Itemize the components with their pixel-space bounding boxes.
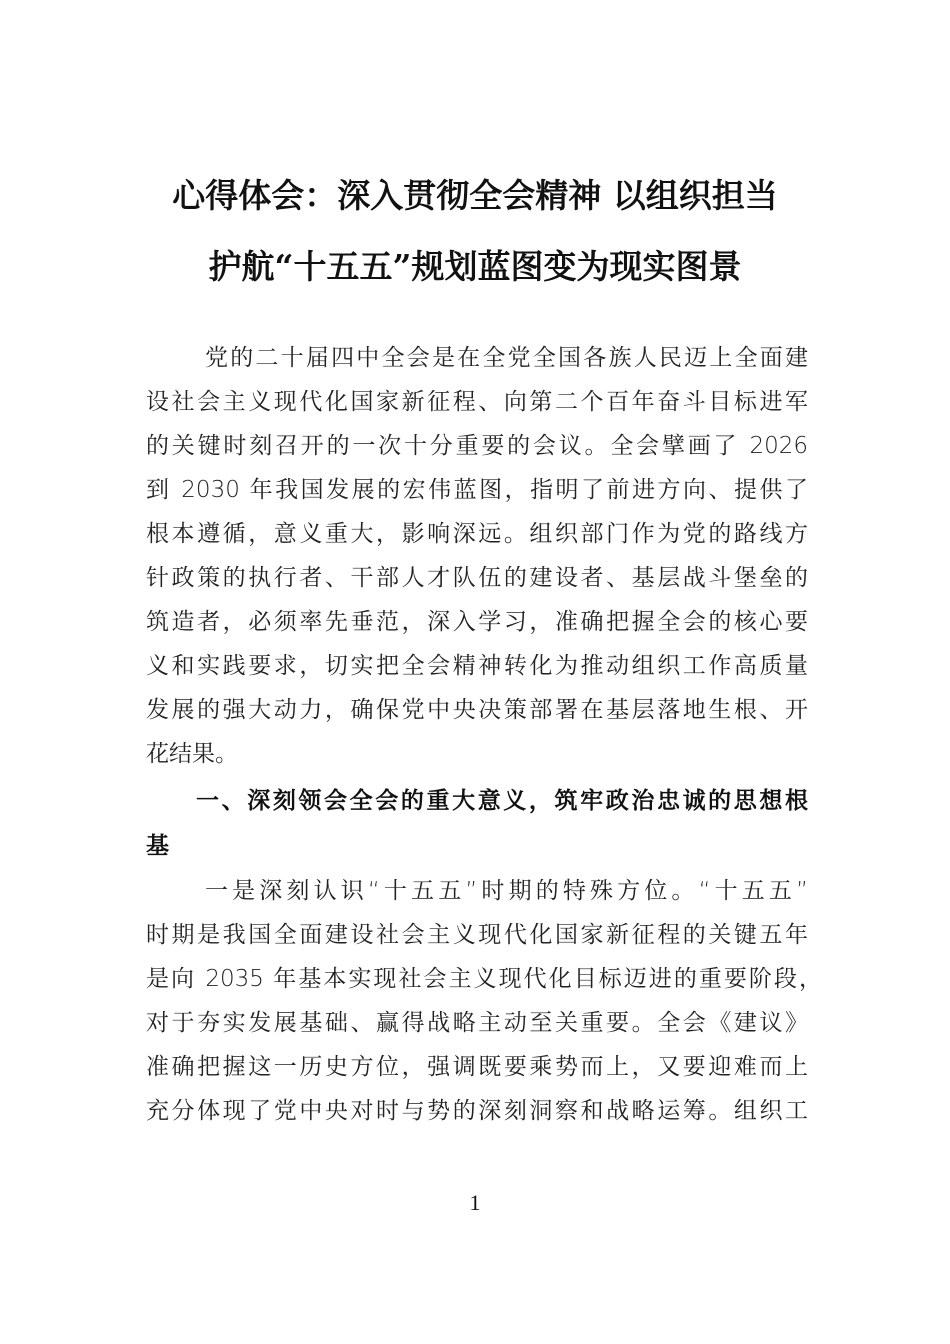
paragraph-2-line: 准确把握这一历史方位，强调既要乘势而上，又要迎难而上	[146, 1054, 808, 1080]
paragraph-2-line: 一是深刻认识“十五五”时期的特殊方位。“十五五”	[205, 878, 808, 904]
paragraph-1-line: 设社会主义现代化国家新征程、向第二个百年奋斗目标进军	[146, 389, 808, 415]
paragraph-1-line: 针政策的执行者、干部人才队伍的建设者、基层战斗堡垒的	[146, 565, 808, 591]
paragraph-2-line: 对于夯实发展基础、赢得战略主动至关重要。全会《建议》	[146, 1010, 808, 1036]
paragraph-1-line: 到 2030 年我国发展的宏伟蓝图，指明了前进方向、提供了	[146, 477, 808, 503]
paragraph-1-line: 党的二十届四中全会是在全党全国各族人民迈上全面建	[205, 345, 808, 371]
paragraph-1-line: 发展的强大动力，确保党中央决策部署在基层落地生根、开	[146, 697, 808, 723]
document-title-line-2: 护航“十五五”规划蓝图变为现实图景	[208, 247, 742, 286]
paragraph-1-line: 根本遵循，意义重大，影响深远。组织部门作为党的路线方	[146, 521, 808, 547]
document-title-line-1: 心得体会：深入贯彻全会精神 以组织担当	[172, 176, 778, 215]
section-heading-line: 一、深刻领会全会的重大意义，筑牢政治忠诚的思想根	[196, 788, 808, 814]
paragraph-1-line: 的关键时刻召开的一次十分重要的会议。全会擘画了 2026	[146, 433, 808, 459]
paragraph-2-line: 时期是我国全面建设社会主义现代化国家新征程的关键五年	[146, 922, 808, 948]
page-number: 1	[469, 1190, 481, 1215]
paragraph-1-line: 义和实践要求，切实把全会精神转化为推动组织工作高质量	[146, 653, 808, 679]
section-heading-line: 基	[146, 833, 169, 859]
paragraph-2-line: 是向 2035 年基本实现社会主义现代化目标迈进的重要阶段，	[146, 966, 822, 992]
paragraph-2-line: 充分体现了党中央对时与势的深刻洞察和战略运筹。组织工	[146, 1098, 808, 1124]
paragraph-1-line: 花结果。	[146, 741, 238, 767]
paragraph-1-line: 筑造者，必须率先垂范，深入学习，准确把握全会的核心要	[146, 609, 808, 635]
